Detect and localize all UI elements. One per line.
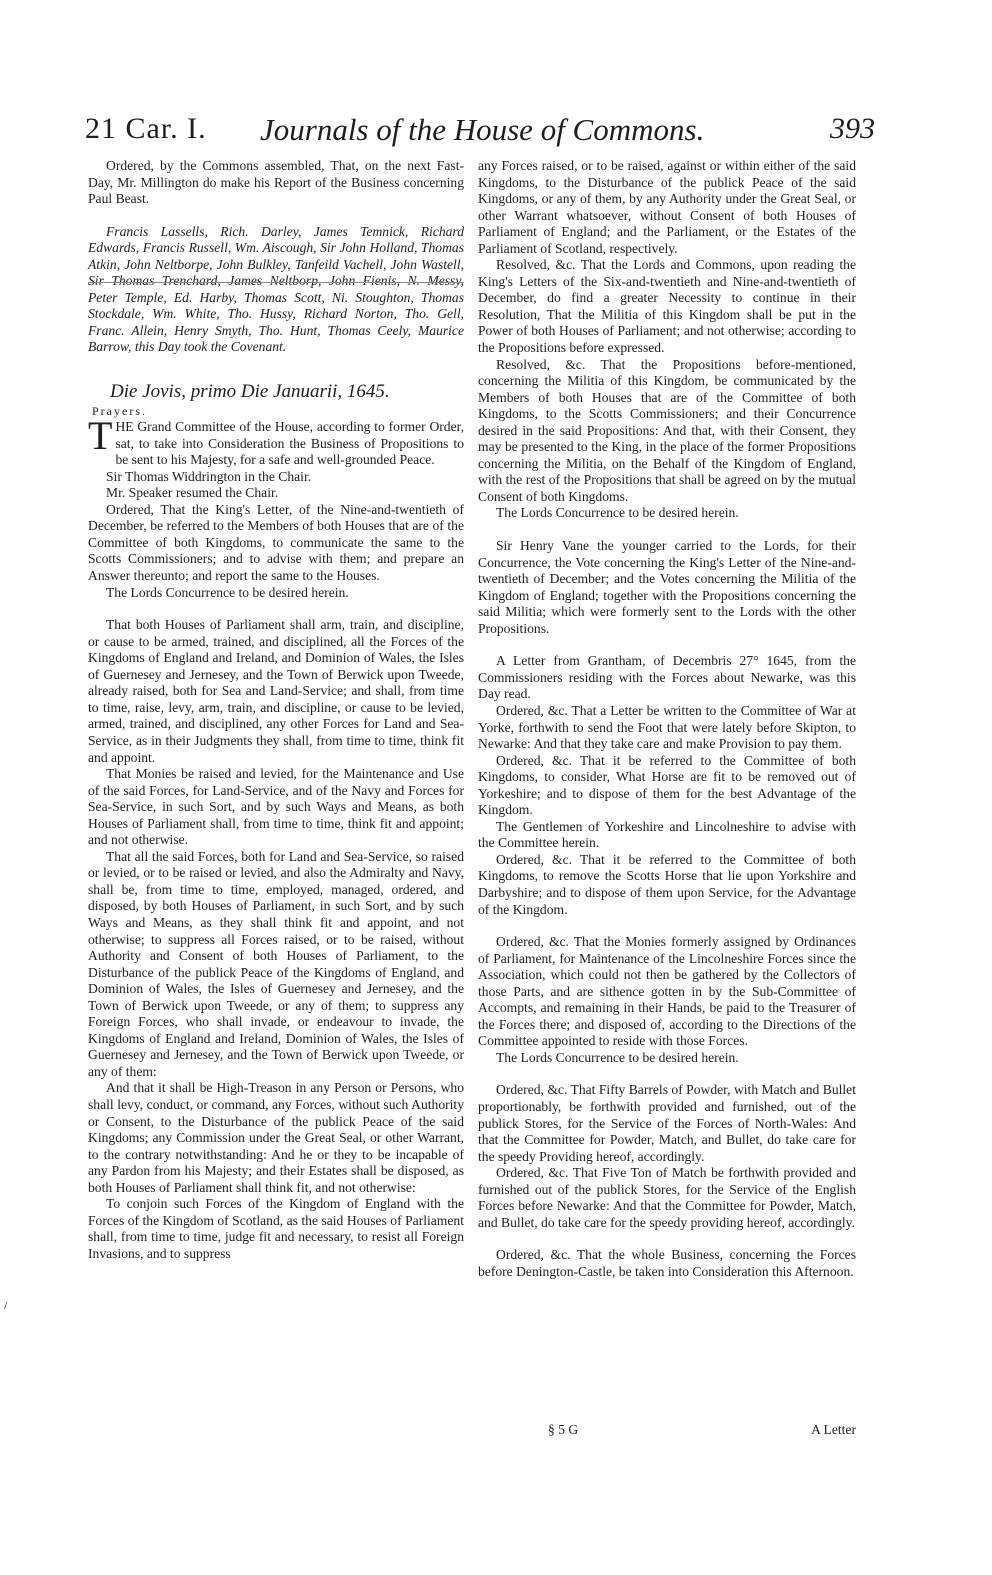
page-header bbox=[85, 112, 875, 160]
paragraph: Mr. Speaker resumed the Chair. bbox=[106, 485, 279, 501]
paragraph-text: HE Grand Committee of the House, according to former Order, sat, to take into Consideration the Business of Propositions to be sent to his Majesty, for a safe and well-grounded Peace. bbox=[115, 419, 464, 468]
paragraph: And that it shall be High-Treason in any Person or Persons, who shall levy, conduct, or command, any Forces, without such Authority or Consent, to the Disturbance of the publick Peace of the said Kingdoms; any Commission under the Great Seal, or other Warrant, to the contrary notwithstanding: And he or they to be incapable of any Pardon from his Majesty; and their Estates shall be disposed, as both Houses of Parliament shall think fit, and not otherwise: bbox=[88, 1080, 464, 1195]
paragraph: Ordered, &c. That the whole Business, concerning the Forces before Denington-Castle, be taken into Consideration this Afternoon. bbox=[478, 1247, 856, 1279]
paragraph: Ordered, &c. That it be referred to the Committee of both Kingdoms, to remove the Scotts Horse that lie upon Yorkshire and Darbyshire; and to dispose of them upon Service, for the Advantage of the Kingdom. bbox=[478, 851, 856, 917]
paragraph: Ordered, &c. That Five Ton of Match be forthwith provided and furnished out of the publick Stores, for the Service of the English Forces before Newarke: And that the Committee for Powder, Match, and Bullet, do take care for the speedy providing hereof, accordingly. bbox=[478, 1165, 856, 1230]
margin-mark: / bbox=[4, 1298, 8, 1312]
covenant-list: Francis Lassells, Rich. Darley, James Temnick, Richard Edwards, Francis Russell, Wm. Aiscough, Sir John Holland, Thomas Atkin, John Neltborpe, John Bulkley, Tanfeild Vachell, John Wastell, Sir Thomas Trenchard, James Neltborp, John Fienis, N. Messy, Peter Temple, Ed. Harby, Thomas Scott, Ni. Stoughton, Thomas Stockdale, Wm. White, Tho. Hussy, Richard Norton, Tho. Gell, Franc. Allein, Henry Smyth, Tho. Hunt, Thomas Ceely, Maurice Barrow, this Day took the Covenant. bbox=[88, 223, 464, 355]
right-column bbox=[478, 158, 856, 1280]
paragraph: Ordered, &c. That Fifty Barrels of Powder, with Match and Bullet proportionably, be forthwith provided and furnished, out of the publick Stores, for the Service of the Forces of North-Wales: And that the Committee for Powder, Match, and Bullet, do take care for the speedy Providing hereof, accordingly. bbox=[478, 1082, 856, 1164]
paragraph bbox=[88, 413, 464, 469]
left-column bbox=[88, 158, 464, 1262]
paragraph: Ordered, &c. That the Monies formerly assigned by Ordinances of Parliament, for Maintenance of the Lincolneshire Forces since the Association, which could not then be gathered by the Collectors of those Parts, and are sithence gotten in by the Sub-Committee of Accompts, and remaining in their Hands, be paid to the Treasurer of the Forces there; and disposed of, according to the Directions of the Committee appointed to reside with those Forces. bbox=[478, 934, 856, 1049]
paragraph: any Forces raised, or to be raised, against or within either of the said Kingdoms, to the Disturbance of the publick Peace of the said Kingdoms, or any of them, by any Authority under the Great Seal, or other Warrant whatsoever, without Consent of both Houses of Parliament of England; and the Parliament, or the Estates of the Parliament of Scotland, respectively. bbox=[478, 158, 856, 256]
paragraph: The Gentlemen of Yorkeshire and Lincolneshire to advise with the Committee herein. bbox=[478, 818, 856, 851]
day-heading: Die Jovis, primo Die Januarii, 1645. bbox=[110, 381, 390, 403]
page-number: 393 bbox=[830, 112, 875, 145]
paragraph: That both Houses of Parliament shall arm, train, and discipline, or cause to be armed, trained, and disciplined, all the Forces of the Kingdoms of England and Ireland, and Dominion of Wales, the Isles of Guernesey and Jernesey, and the Town of Berwick upon Tweede, already raised, both for Sea and Land-Service; and shall, from time to time, raise, levy, arm, train, and discipline, or cause to be levied, armed, trained, and disciplined, any other Forces for Land and Sea-Service, as in their Judgments they shall, from time to time, think fit and appoint. bbox=[88, 617, 464, 765]
drop-cap: T bbox=[88, 413, 113, 459]
paragraph: The Lords Concurrence to be desired herein. bbox=[496, 1049, 739, 1065]
paragraph: To conjoin such Forces of the Kingdom of England with the Forces of the Kingdom of Scotland, as the said Houses of Parliament shall, from time to time, judge fit and necessary, to resist all Foreign Invasions, and to suppress bbox=[88, 1196, 464, 1261]
catchword: A Letter bbox=[811, 1422, 856, 1437]
paragraph: Resolved, &c. That the Propositions before-mentioned, concerning the Militia of this Kingdom, be communicated by the Members of both Houses that are of the Committee of both Kingdoms, to the Scotts Commissioners; and their Concurrence desired in the said Propositions: And that, with their Consent, they may be presented to the King, in the place of the former Propositions concerning the Militia, on the Behalf of the Kingdom of England, with the rest of the Propositions that shall be agreed on by the mutual Consent of both Kingdoms. bbox=[478, 356, 856, 504]
paragraph: Sir Thomas Widdrington in the Chair. bbox=[106, 468, 312, 484]
paragraph: Ordered, &c. That it be referred to the Committee of both Kingdoms, to consider, What Horse are fit to be removed out of Yorkeshire; and to dispose of them for the best Advantage of the Kingdom. bbox=[478, 752, 856, 818]
regnal-year: 21 Car. I. bbox=[85, 112, 207, 145]
paragraph: Ordered, &c. That a Letter be written to the Committee of War at Yorke, forthwith to send the Foot that were lately before Skipton, to Newarke: And that they take care and make Provision to pay them. bbox=[478, 702, 856, 752]
section-rule bbox=[88, 282, 464, 283]
paragraph: That all the said Forces, both for Land and Sea-Service, so raised or levied, or to be raised or levied, and also the Admiralty and Navy, shall be, from time to time, employed, managed, ordered, and disposed, by both Houses of Parliament, in such Sort, and by such Ways and Means, as they shall think fit and appoint, and not otherwise; to suppress all Forces raised, or to be raised, without Authority and Consent of both Houses of Parliament, to the Disturbance of the publick Peace of the Kingdoms of England, and Dominion of Wales, the Isles of Guernesey and Jernesey, and the Town of Berwick upon Tweede, or any of them; to suppress any Foreign Forces, who shall invade, or endeavour to invade, the Kingdoms of England and Ireland, Dominion of Wales, the Isles of Guernesey and Jernesey, and the Town of Berwick upon Tweede, or any of them: bbox=[88, 848, 464, 1079]
paragraph: Sir Henry Vane the younger carried to the Lords, for their Concurrence, the Vote concerning the King's Letter of the Nine-and-twentieth of December; and the Votes concerning the Militia of the Kingdom of England; together with the Propositions concerning the said Militia; which were formerly sent to the Lords with the other Propositions. bbox=[478, 538, 856, 636]
signature-mark: § 5 G bbox=[548, 1422, 579, 1437]
paragraph: The Lords Concurrence to be desired herein. bbox=[496, 505, 739, 521]
paragraph: That Monies be raised and levied, for the Maintenance and Use of the said Forces, for Land-Service, and of the Navy and Forces for Sea-Service, in such Sort, and by such Ways and Means, as both Houses of Parliament shall, from time to time, think fit and appoint; and not otherwise. bbox=[88, 766, 464, 848]
paragraph: Resolved, &c. That the Lords and Commons, upon reading the King's Letters of the Six-and-twentieth and Nine-and-twentieth of December, do find a greater Necessity to continue in their Resolution, That the Militia of this Kingdom shall be put in the Power of both Houses of Parliament; and not otherwise; according to the Propositions before expressed. bbox=[478, 257, 856, 356]
paragraph: Ordered, by the Commons assembled, That, on the next Fast-Day, Mr. Millington do make his Report of the Business concerning Paul Beast. bbox=[88, 158, 464, 207]
paragraph: The Lords Concurrence to be desired herein. bbox=[106, 584, 349, 600]
journal-title: Journals of the House of Commons. bbox=[260, 112, 705, 147]
prayers-label: Prayers. bbox=[92, 403, 147, 418]
paragraph: Ordered, That the King's Letter, of the Nine-and-twentieth of December, be referred to the Members of both Houses that are of the Committee of both Kingdoms, to communicate the same to the Scotts Commissioners; and to advise with them; and prepare an Answer thereunto; and report the same to the Houses. bbox=[88, 501, 464, 584]
paragraph: A Letter from Grantham, of Decembris 27° 1645, from the Commissioners residing with the Forces about Newarke, was this Day read. bbox=[478, 653, 856, 702]
